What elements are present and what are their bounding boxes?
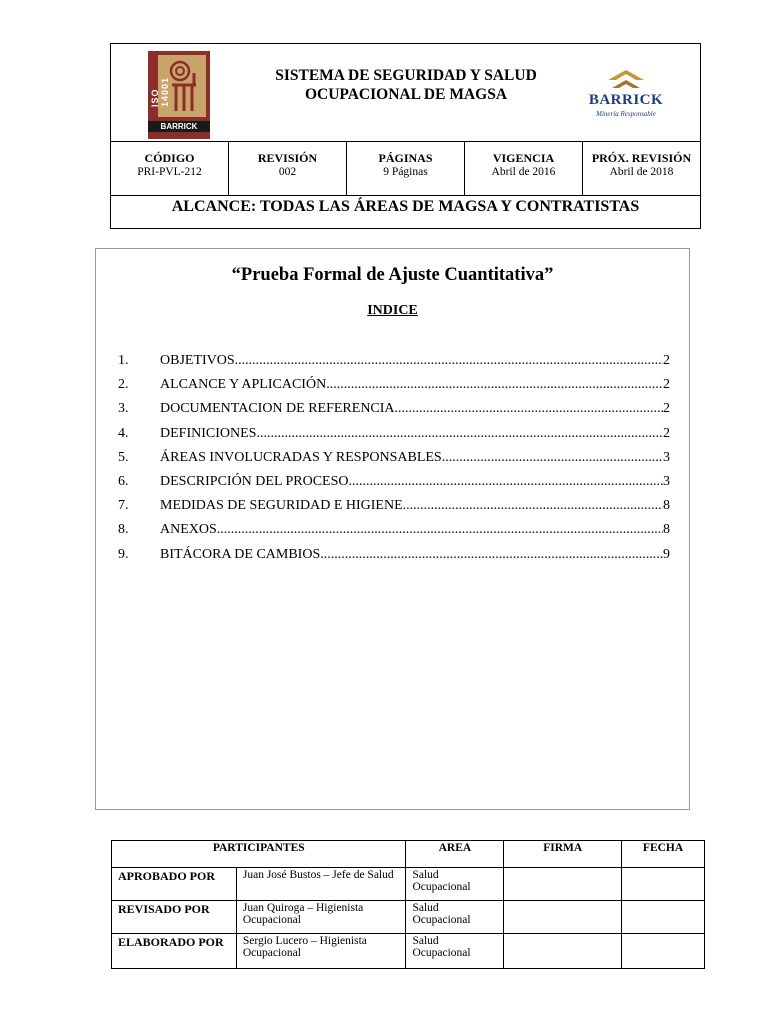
toc-page: 3 <box>663 473 670 489</box>
date-header: FECHA <box>622 841 705 868</box>
meta-label: REVISIÓN <box>257 151 318 165</box>
system-title-line1: SISTEMA DE SEGURIDAD Y SALUD <box>275 67 537 84</box>
meta-label: PÁGINAS <box>378 151 433 165</box>
table-row <box>112 901 705 934</box>
toc-number: 5. <box>118 449 129 465</box>
toc-page: 3 <box>663 449 670 465</box>
date-cell[interactable] <box>622 901 705 934</box>
toc-title: BITÁCORA DE CAMBIOS <box>160 546 321 562</box>
toc-title: MEDIDAS DE SEGURIDAD E HIGIENE <box>160 498 403 514</box>
system-title-line2: OCUPACIONAL DE MAGSA <box>304 86 508 103</box>
signature-table <box>111 840 705 969</box>
iso-barrick-logo <box>148 51 210 139</box>
barrick-brand-name: BARRICK <box>588 92 664 108</box>
area-header: AREA <box>406 841 504 868</box>
toc-leader-dots <box>217 522 663 538</box>
toc-leader-dots <box>395 401 663 417</box>
role-cell: REVISADO POR <box>112 901 237 934</box>
toc-number: 6. <box>118 473 129 489</box>
meta-code <box>111 141 229 195</box>
toc-number: 7. <box>118 498 129 514</box>
toc-number: 3. <box>118 401 129 417</box>
area-cell: Salud Ocupacional <box>406 868 504 901</box>
area-cell: Salud Ocupacional <box>406 901 504 934</box>
toc-number: 2. <box>118 377 129 393</box>
table-row <box>112 868 705 901</box>
toc-title: DEFINICIONES <box>160 425 257 441</box>
meta-label: PRÓX. REVISIÓN <box>591 151 692 165</box>
date-cell[interactable] <box>622 868 705 901</box>
toc-entry[interactable] <box>118 474 670 498</box>
toc-title: ÁREAS INVOLUCRADAS Y RESPONSABLES <box>160 449 442 465</box>
toc-number: 4. <box>118 425 129 441</box>
toc-title: ALCANCE Y APLICACIÓN <box>160 377 327 393</box>
iso-badge-text: ISO 14001 <box>150 76 170 107</box>
area-cell: Salud Ocupacional <box>406 934 504 969</box>
toc-title: OBJETIVOS <box>160 353 235 368</box>
system-title <box>251 66 561 104</box>
toc-page: 2 <box>663 401 670 417</box>
toc-entry[interactable] <box>118 522 670 546</box>
signature-cell[interactable] <box>504 934 622 969</box>
toc-entry[interactable] <box>118 426 670 450</box>
meta-value: 002 <box>278 166 297 178</box>
left-logo-brand: BARRICK <box>148 121 210 132</box>
document-header <box>110 43 701 229</box>
index-heading-text: INDICE <box>367 303 418 318</box>
meta-label: VIGENCIA <box>492 151 555 165</box>
meta-label: CÓDIGO <box>144 151 195 165</box>
toc-leader-dots <box>320 547 663 563</box>
person-cell: Sergio Lucero – Higienista Ocupacional <box>236 934 406 969</box>
toc-leader-dots <box>349 474 663 490</box>
toc-leader-dots <box>442 450 663 466</box>
meta-validity <box>465 141 583 195</box>
meta-value: Abril de 2018 <box>609 166 674 178</box>
table-row <box>112 934 705 969</box>
signature-cell[interactable] <box>504 901 622 934</box>
toc-number: 9. <box>118 546 129 562</box>
toc-page: 8 <box>663 522 670 538</box>
barrick-tagline: Minería Responsable <box>596 110 656 118</box>
header-top-row <box>111 44 700 142</box>
date-cell[interactable] <box>622 934 705 969</box>
meta-next-revision <box>583 141 700 195</box>
header-meta-row <box>111 141 700 196</box>
toc-page: 2 <box>663 353 670 368</box>
toc-leader-dots <box>403 498 663 514</box>
petroglyph-figure-icon <box>166 59 202 115</box>
toc-number: 8. <box>118 522 129 538</box>
toc-title: DOCUMENTACION DE REFERENCIA <box>160 401 395 417</box>
toc-page: 8 <box>663 498 670 514</box>
index-heading <box>96 303 689 319</box>
role-cell: APROBADO POR <box>112 868 237 901</box>
signature-header: FIRMA <box>504 841 622 868</box>
table-of-contents <box>118 353 670 571</box>
toc-entry[interactable] <box>118 353 670 377</box>
person-cell: Juan Quiroga – Higienista Ocupacional <box>236 901 406 934</box>
toc-entry[interactable] <box>118 401 670 425</box>
signature-header-row <box>112 841 705 868</box>
toc-leader-dots <box>256 426 663 442</box>
toc-leader-dots <box>235 353 663 369</box>
toc-title: DESCRIPCIÓN DEL PROCESO <box>160 473 349 489</box>
toc-title: ANEXOS <box>160 522 217 538</box>
toc-entry[interactable] <box>118 377 670 401</box>
toc-page: 2 <box>663 377 670 393</box>
barrick-chevron-icon <box>606 68 646 90</box>
signature-cell[interactable] <box>504 868 622 901</box>
toc-entry[interactable] <box>118 450 670 474</box>
toc-leader-dots <box>326 377 663 393</box>
toc-page: 2 <box>663 425 670 441</box>
role-cell: ELABORADO POR <box>112 934 237 969</box>
person-cell: Juan José Bustos – Jefe de Salud <box>236 868 406 901</box>
meta-pages <box>347 141 465 195</box>
index-box <box>95 248 690 810</box>
scope-statement: ALCANCE: TODAS LAS ÁREAS DE MAGSA Y CONTRATISTAS <box>171 198 640 215</box>
barrick-logo <box>576 64 676 124</box>
document-title: “Prueba Formal de Ajuste Cuantitativa” <box>231 265 554 285</box>
toc-entry[interactable] <box>118 498 670 522</box>
meta-value: PRI-PVL-212 <box>137 166 202 178</box>
toc-entry[interactable] <box>118 547 670 571</box>
meta-value: 9 Páginas <box>383 166 428 178</box>
meta-revision <box>229 141 347 195</box>
toc-number: 1. <box>118 353 129 368</box>
toc-page: 9 <box>663 546 670 562</box>
participants-header: PARTICIPANTES <box>112 841 406 868</box>
meta-value: Abril de 2016 <box>491 166 556 178</box>
